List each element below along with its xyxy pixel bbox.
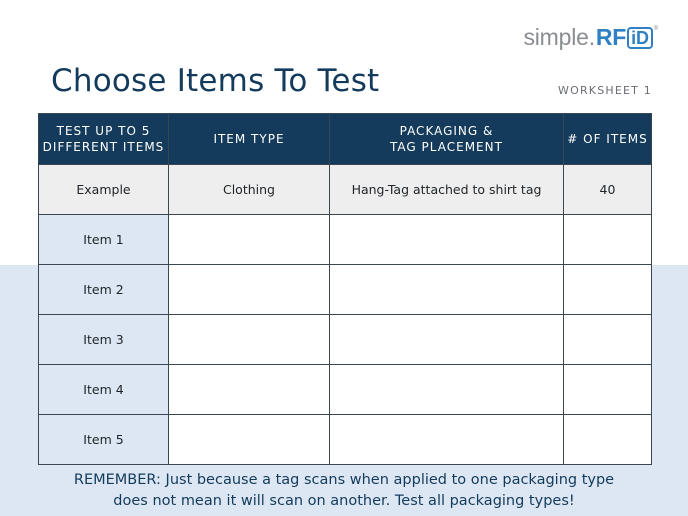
header-item-count: # OF ITEMS xyxy=(564,114,652,165)
example-count: 40 xyxy=(564,165,652,215)
item-type-cell[interactable] xyxy=(169,265,330,315)
row-label: Item 1 xyxy=(39,215,169,265)
header-packaging-line2: TAG PLACEMENT xyxy=(390,140,503,154)
page-title: Choose Items To Test xyxy=(51,63,380,99)
reminder-line1: REMEMBER: Just because a tag scans when applied to one packaging type xyxy=(73,472,615,488)
reminder-note xyxy=(0,470,688,512)
placement-cell[interactable] xyxy=(330,415,564,465)
example-item-type: Clothing xyxy=(169,165,330,215)
logo-word: simple. xyxy=(523,24,595,50)
worksheet-label: WORKSHEET 1 xyxy=(558,84,652,97)
item-type-cell[interactable] xyxy=(169,215,330,265)
count-cell[interactable] xyxy=(564,415,652,465)
example-placement: Hang-Tag attached to shirt tag xyxy=(330,165,564,215)
table-row xyxy=(39,215,652,265)
header-packaging-placement xyxy=(330,114,564,165)
header-item-type: ITEM TYPE xyxy=(169,114,330,165)
table-row xyxy=(39,415,652,465)
item-type-cell[interactable] xyxy=(169,315,330,365)
item-type-cell[interactable] xyxy=(169,365,330,415)
table-row xyxy=(39,315,652,365)
placement-cell[interactable] xyxy=(330,265,564,315)
logo-id-badge: iD xyxy=(627,27,653,49)
count-cell[interactable] xyxy=(564,315,652,365)
header-test-items-line2: DIFFERENT ITEMS xyxy=(42,140,165,154)
count-cell[interactable] xyxy=(564,365,652,415)
row-label: Item 5 xyxy=(39,415,169,465)
count-cell[interactable] xyxy=(564,215,652,265)
table-row xyxy=(39,265,652,315)
header-test-items xyxy=(39,114,169,165)
example-row xyxy=(39,165,652,215)
example-label: Example xyxy=(39,165,169,215)
row-label: Item 2 xyxy=(39,265,169,315)
reminder-line2: does not mean it will scan on another. Test all packaging types! xyxy=(113,493,575,509)
item-type-cell[interactable] xyxy=(169,415,330,465)
placement-cell[interactable] xyxy=(330,215,564,265)
items-table xyxy=(38,113,652,465)
count-cell[interactable] xyxy=(564,265,652,315)
table-header-row xyxy=(39,114,652,165)
simplerfid-logo xyxy=(523,24,658,51)
row-label: Item 4 xyxy=(39,365,169,415)
table-row xyxy=(39,365,652,415)
header-test-items-line1: TEST UP TO 5 xyxy=(56,124,151,138)
row-label: Item 3 xyxy=(39,315,169,365)
header-packaging-line1: PACKAGING & xyxy=(399,124,494,138)
logo-rf: RF xyxy=(595,24,627,50)
placement-cell[interactable] xyxy=(330,365,564,415)
logo-trademark: ® xyxy=(653,26,658,32)
placement-cell[interactable] xyxy=(330,315,564,365)
